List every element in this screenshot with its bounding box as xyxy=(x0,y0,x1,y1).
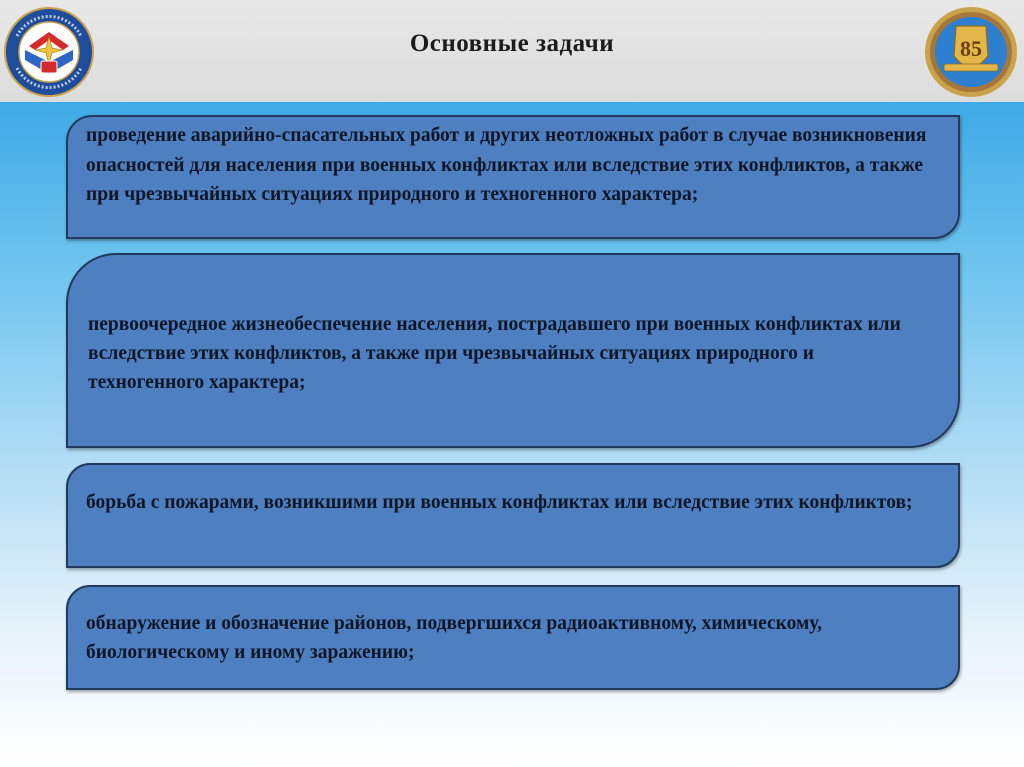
task-text: борьба с пожарами, возникшими при военных конфликтах или вследствие этих конфликтов; xyxy=(86,492,913,513)
page-title: Основные задачи xyxy=(409,30,615,57)
task-box xyxy=(66,115,960,239)
task-text: обнаружение и обозначение районов, подвергшихся радиоактивному, химическому, биологическому и иному заражению; xyxy=(86,613,822,663)
task-text: первоочередное жизнеобеспечение населения, пострадавшего при военных конфликтах или вследствие этих конфликтов, а также при чрезвычайных ситуациях природного и техногенного характера; xyxy=(88,314,901,393)
task-text: проведение аварийно-спасательных работ и других неотложных работ в случае возникновения опасностей для населения при военных конфликтах или вследствие этих конфликтов, а также при чрезвычайных ситуациях природного и техногенного характера; xyxy=(86,125,927,205)
emblem-number: 85 xyxy=(960,36,982,61)
anniversary-85-emblem-icon xyxy=(922,4,1020,100)
task-box xyxy=(66,253,960,448)
task-box xyxy=(66,585,960,690)
task-box xyxy=(66,463,960,568)
header-bar xyxy=(0,0,1024,103)
